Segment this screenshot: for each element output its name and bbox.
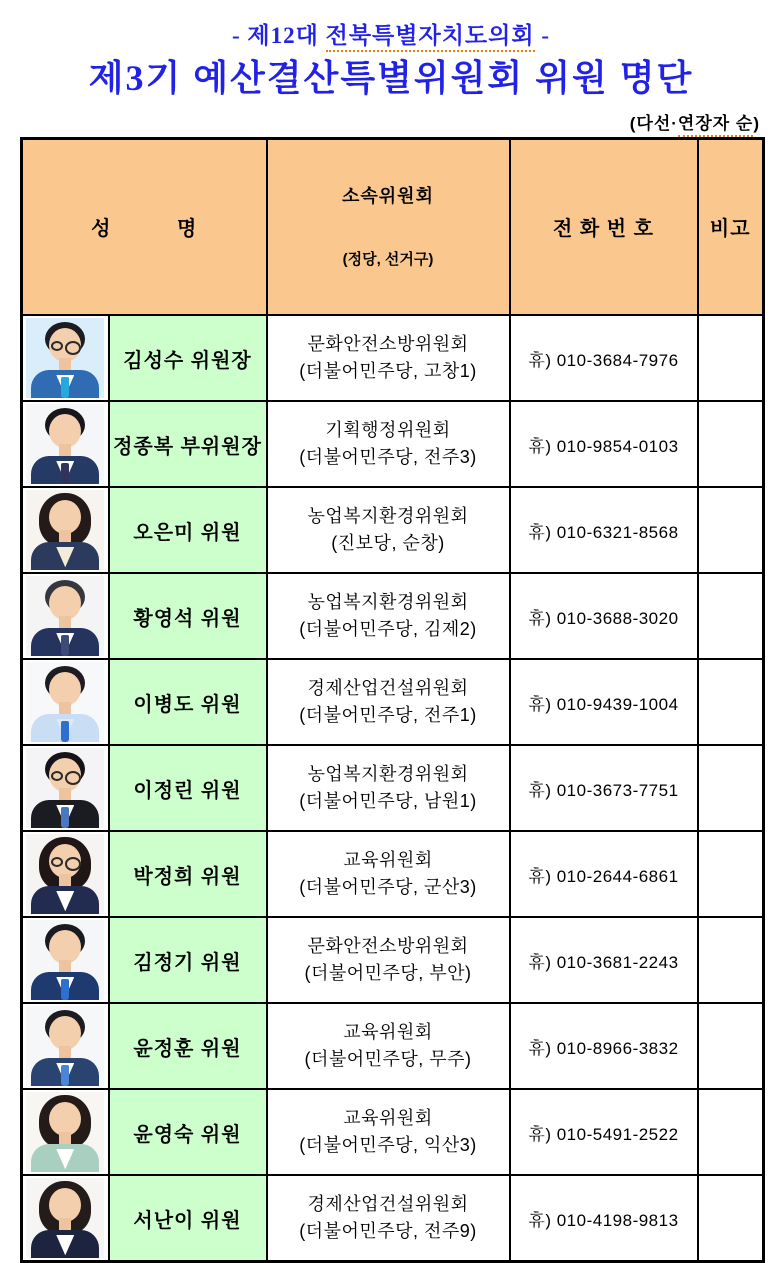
council-title [20, 22, 762, 50]
member-phone: 휴) 010-3688-3020 [510, 573, 698, 659]
member-committee-cell [267, 831, 510, 917]
member-photo-cell [22, 573, 109, 659]
member-remark [698, 745, 764, 831]
member-remark [698, 1089, 764, 1175]
member-portrait [26, 1006, 104, 1086]
avatar-tie [61, 979, 69, 1000]
member-portrait [26, 834, 104, 914]
member-portrait [26, 490, 104, 570]
table-row [22, 831, 764, 917]
member-name: 정종복 부위원장 [109, 401, 267, 487]
member-phone: 휴) 010-8966-3832 [510, 1003, 698, 1089]
members-tbody [22, 315, 764, 1262]
header-name: 성 명 [22, 138, 267, 315]
member-phone: 휴) 010-9854-0103 [510, 401, 698, 487]
sort-order-note [20, 109, 760, 134]
party-district: (더불어민주당, 익산3) [299, 1135, 477, 1156]
header-committee-line1: 소속위원회 [342, 185, 434, 206]
avatar-face [49, 930, 81, 964]
member-name: 박정희 위원 [109, 831, 267, 917]
party-district: (더불어민주당, 고창1) [299, 361, 477, 382]
avatar-tie [61, 377, 69, 398]
member-phone: 휴) 010-2644-6861 [510, 831, 698, 917]
member-name: 윤영숙 위원 [109, 1089, 267, 1175]
page-title: 제3기 예산결산특별위원회 위원 명단 [88, 57, 694, 98]
avatar-face [49, 1016, 81, 1050]
member-name: 이병도 위원 [109, 659, 267, 745]
member-name: 서난이 위원 [109, 1175, 267, 1262]
party-district: (더불어민주당, 전주3) [299, 447, 477, 468]
avatar-face [49, 414, 81, 448]
party-district: (더불어민주당, 전주9) [299, 1221, 477, 1242]
party-district: (더불어민주당, 무주) [304, 1049, 472, 1070]
member-remark [698, 401, 764, 487]
table-row [22, 659, 764, 745]
member-portrait [26, 1178, 104, 1258]
member-roster-table [20, 137, 765, 1263]
committee-name: 농업복지환경위원회 [307, 764, 469, 785]
member-portrait [26, 920, 104, 1000]
table-row [22, 315, 764, 401]
member-phone: 휴) 010-3681-2243 [510, 917, 698, 1003]
header-row [22, 138, 764, 315]
member-remark [698, 1175, 764, 1262]
member-remark [698, 573, 764, 659]
avatar-face [49, 672, 81, 706]
sort-order-note-underlined: 연장자 순 [678, 114, 753, 137]
member-photo-cell [22, 1003, 109, 1089]
member-name: 오은미 위원 [109, 487, 267, 573]
table-row [22, 745, 764, 831]
member-committee-cell [267, 487, 510, 573]
member-phone: 휴) 010-3673-7751 [510, 745, 698, 831]
committee-name: 문화안전소방위원회 [307, 334, 469, 355]
member-committee-cell [267, 745, 510, 831]
member-photo-cell [22, 745, 109, 831]
avatar-tie [61, 463, 69, 484]
committee-name: 교육위원회 [343, 850, 433, 871]
committee-name: 경제산업건설위원회 [307, 1194, 469, 1215]
party-district: (더불어민주당, 김제2) [299, 619, 477, 640]
party-district: (더불어민주당, 부안) [304, 963, 472, 984]
committee-name: 교육위원회 [343, 1022, 433, 1043]
member-committee-cell [267, 659, 510, 745]
member-committee-cell [267, 1175, 510, 1262]
table-row [22, 573, 764, 659]
member-remark [698, 315, 764, 401]
member-committee-cell [267, 315, 510, 401]
committee-name: 교육위원회 [343, 1108, 433, 1129]
header-committee-line2: (정당, 선거구) [342, 251, 434, 269]
table-header [22, 138, 764, 315]
member-name: 김정기 위원 [109, 917, 267, 1003]
header-committee [267, 138, 510, 315]
member-portrait [26, 318, 104, 398]
council-title-pre: - 제12대 [232, 23, 326, 48]
member-committee-cell [267, 917, 510, 1003]
avatar-tie [61, 635, 69, 656]
committee-name: 문화안전소방위원회 [307, 936, 469, 957]
table-row [22, 1089, 764, 1175]
avatar-tie [61, 1065, 69, 1086]
member-committee-cell [267, 1003, 510, 1089]
member-phone: 휴) 010-4198-9813 [510, 1175, 698, 1262]
member-photo-cell [22, 401, 109, 487]
member-committee-cell [267, 573, 510, 659]
header-phone: 전 화 번 호 [510, 138, 698, 315]
table-row [22, 1003, 764, 1089]
avatar-face [49, 586, 81, 620]
avatar-tie [61, 721, 69, 742]
member-name: 윤정훈 위원 [109, 1003, 267, 1089]
table-row [22, 917, 764, 1003]
committee-name: 기획행정위원회 [325, 420, 451, 441]
title-block [20, 22, 762, 101]
member-committee-cell [267, 401, 510, 487]
member-portrait [26, 662, 104, 742]
member-remark [698, 831, 764, 917]
table-row [22, 487, 764, 573]
member-remark [698, 487, 764, 573]
table-row [22, 401, 764, 487]
committee-name: 농업복지환경위원회 [307, 592, 469, 613]
member-portrait [26, 748, 104, 828]
member-remark [698, 659, 764, 745]
member-phone: 휴) 010-5491-2522 [510, 1089, 698, 1175]
member-portrait [26, 1092, 104, 1172]
party-district: (더불어민주당, 전주1) [299, 705, 477, 726]
member-name: 황영석 위원 [109, 573, 267, 659]
sort-order-note-post: ) [753, 113, 760, 133]
party-district: (진보당, 순창) [331, 533, 445, 554]
member-photo-cell [22, 659, 109, 745]
member-photo-cell [22, 917, 109, 1003]
table-row [22, 1175, 764, 1262]
sort-order-note-pre: (다선· [629, 113, 678, 133]
member-portrait [26, 576, 104, 656]
member-photo-cell [22, 315, 109, 401]
member-phone: 휴) 010-3684-7976 [510, 315, 698, 401]
member-photo-cell [22, 487, 109, 573]
party-district: (더불어민주당, 군산3) [299, 877, 477, 898]
member-photo-cell [22, 1175, 109, 1262]
header-remark: 비고 [698, 138, 764, 315]
member-photo-cell [22, 831, 109, 917]
party-district: (더불어민주당, 남원1) [299, 791, 477, 812]
member-name: 김성수 위원장 [109, 315, 267, 401]
member-phone: 휴) 010-9439-1004 [510, 659, 698, 745]
council-title-post: - [534, 23, 550, 48]
member-committee-cell [267, 1089, 510, 1175]
committee-name: 농업복지환경위원회 [307, 506, 469, 527]
member-remark [698, 917, 764, 1003]
member-portrait [26, 404, 104, 484]
member-phone: 휴) 010-6321-8568 [510, 487, 698, 573]
member-name: 이정린 위원 [109, 745, 267, 831]
council-title-underlined: 전북특별자치도의회 [326, 23, 535, 52]
member-photo-cell [22, 1089, 109, 1175]
member-remark [698, 1003, 764, 1089]
avatar-tie [61, 807, 69, 828]
committee-name: 경제산업건설위원회 [307, 678, 469, 699]
